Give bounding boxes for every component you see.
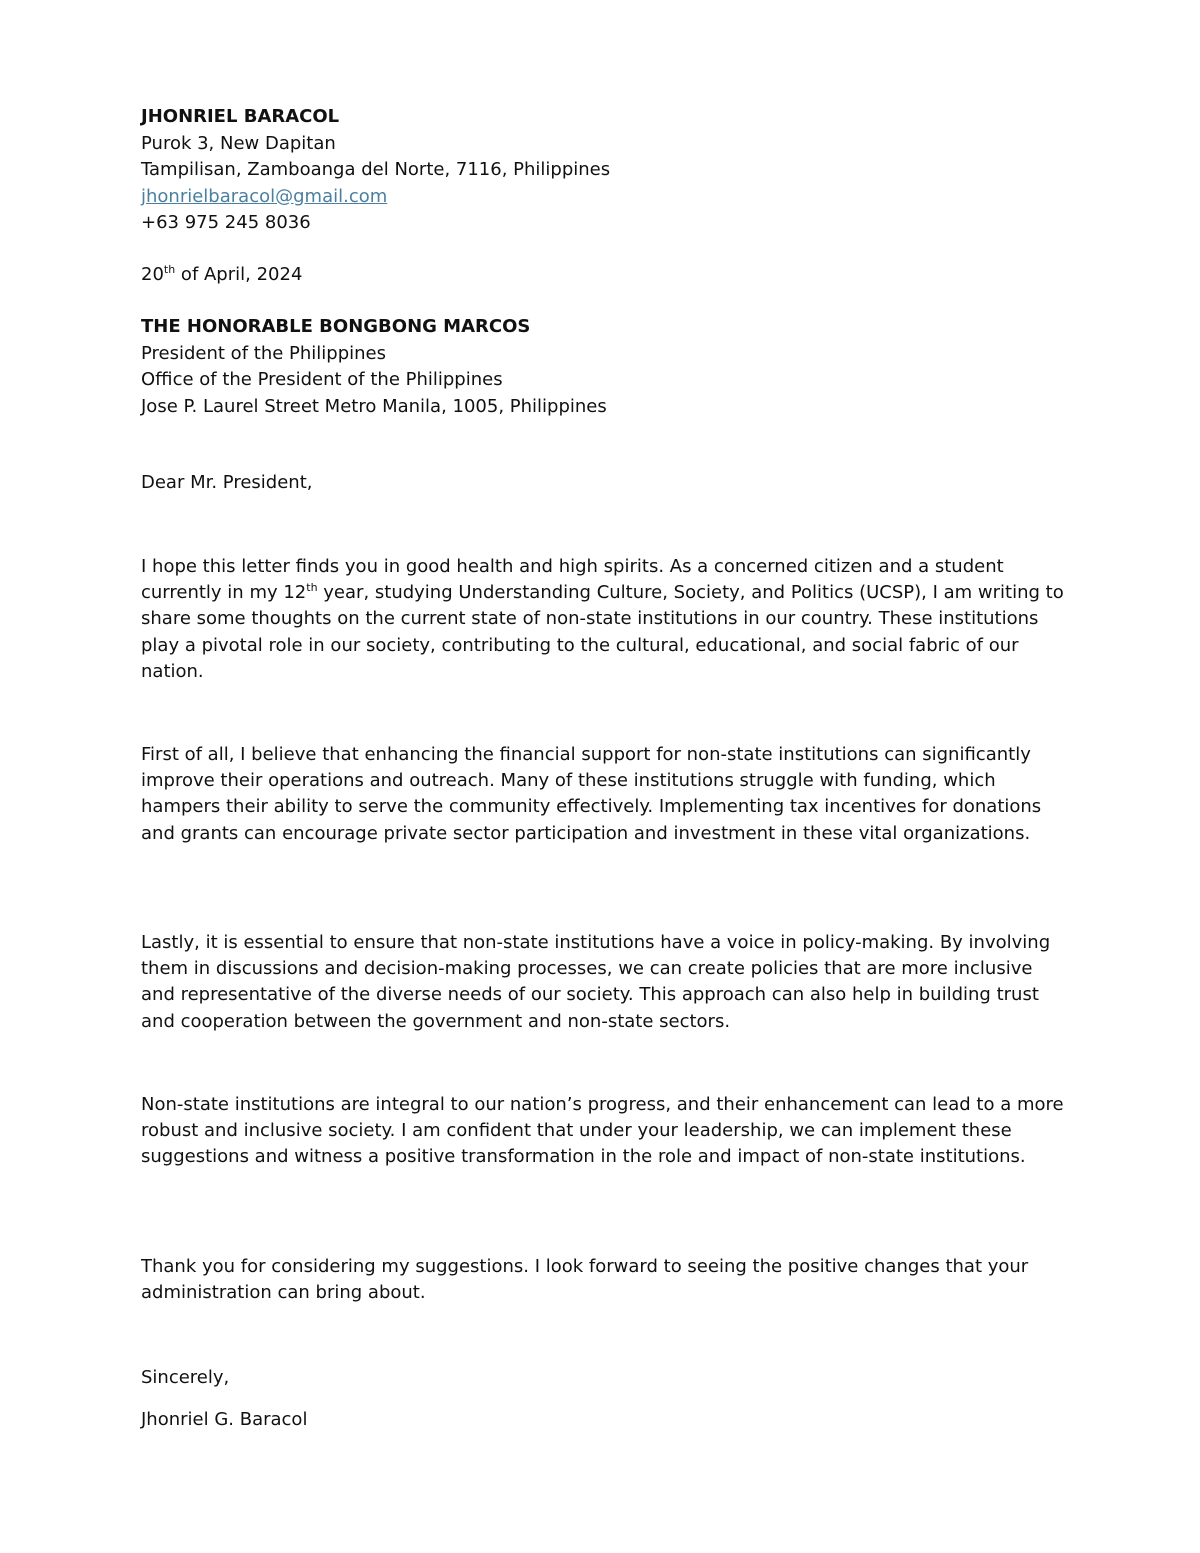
sender-address-line2: Tampilisan, Zamboanga del Norte, 7116, Philippines [141, 159, 611, 180]
date-rest: of April, 2024 [175, 264, 303, 285]
recipient-title: President of the Philippines [141, 342, 386, 364]
sender-block [141, 104, 610, 237]
closing: Sincerely, [141, 1367, 230, 1388]
recipient-address: Jose P. Laurel Street Metro Manila, 1005, Philippines [141, 395, 607, 417]
p1-part1: I hope this letter finds you in good health and high spirits. As a concerned citizen and a student currently in my 12 [141, 556, 1004, 604]
recipient-name: THE HONORABLE BONGBONG MARCOS [141, 316, 531, 337]
body-paragraph-3: Lastly, it is essential to ensure that non-state institutions have a voice in policy-making. By involving them in discussions and decision-making processes, we can create policies that are more inclusive and representative of the diverse needs of our society. This approach can also help in building trust and cooperation between the government and non-state sectors. [141, 932, 1051, 1032]
p1-superscript: th [306, 581, 318, 595]
salutation: Dear Mr. President, [141, 472, 313, 493]
body-paragraph-2: First of all, I believe that enhancing the financial support for non-state institutions can significantly improve their operations and outreach. Many of these institutions struggle with funding, which hampers their ability to serve the community effectively. Implementing tax incentives for donations and grants can encourage private sector participation and investment in these vital organizations. [141, 744, 1042, 844]
recipient-office: Office of the President of the Philippines [141, 369, 503, 390]
sender-address-line1: Purok 3, New Dapitan [141, 132, 336, 154]
signature-name: Jhonriel G. Baracol [141, 1409, 308, 1430]
body-paragraph-1 [141, 554, 1071, 685]
date-day: 20 [141, 264, 164, 285]
body-paragraph-5: Thank you for considering my suggestions. I look forward to seeing the positive changes that your administration can bring about. [141, 1256, 1029, 1304]
sender-phone: +63 975 245 8036 [141, 212, 311, 233]
sender-email-link[interactable]: jhonrielbaracol@gmail.com [141, 185, 388, 207]
date-suffix: th [163, 263, 176, 276]
recipient-block [141, 314, 607, 420]
body-paragraph-4: Non-state institutions are integral to our nation’s progress, and their enhancement can lead to a more robust and inclusive society. I am confident that under your leadership, we can implement these suggestions and witness a positive transformation in the role and impact of non-state institutions. [141, 1094, 1064, 1168]
p1-part2: year, studying Understanding Culture, Society, and Politics (UCSP), I am writing to share some thoughts on the current state of non-state institutions in our country. These institutions play a pivotal role in our society, contributing to the cultural, educational, and social fabric of our nation. [141, 582, 1064, 682]
sender-name: JHONRIEL BARACOL [141, 106, 340, 127]
letter-date [141, 262, 302, 289]
